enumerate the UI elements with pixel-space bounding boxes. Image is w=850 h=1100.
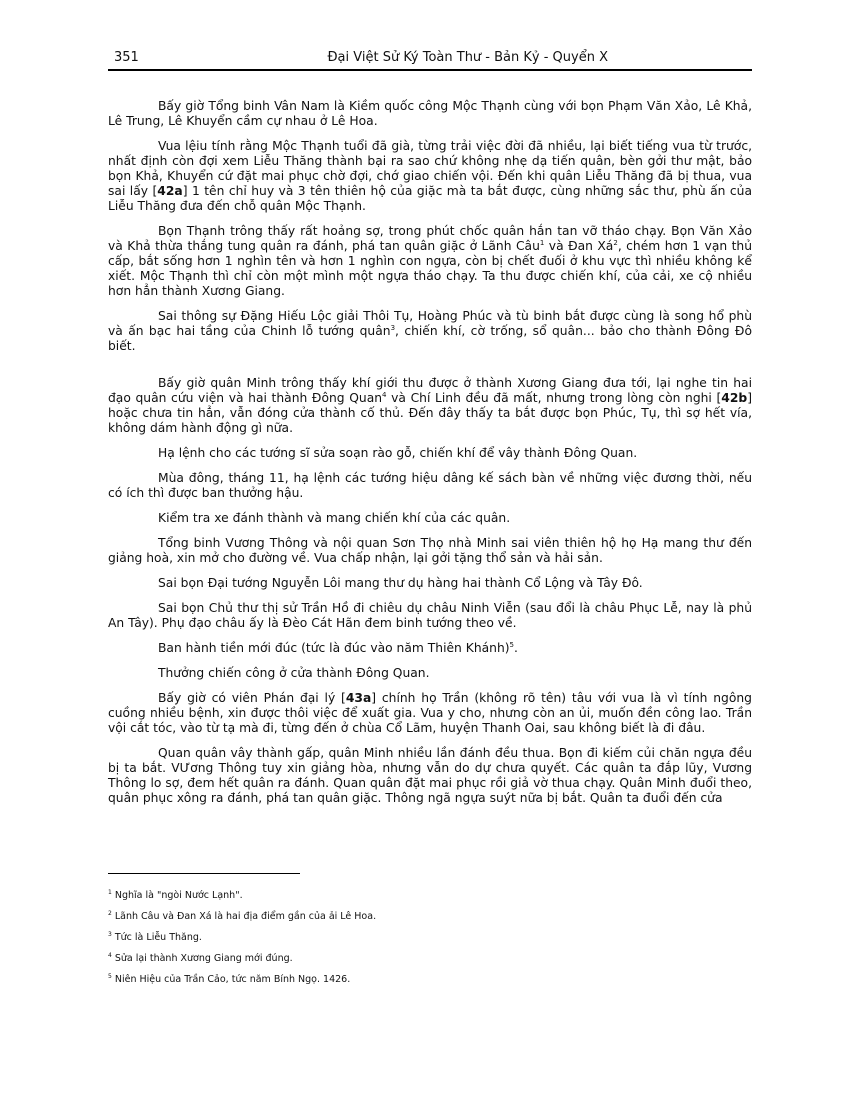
running-header [108, 50, 752, 71]
paragraph [108, 446, 752, 461]
footnote-ref: 2 [613, 238, 618, 247]
page-number: 351 [114, 50, 139, 65]
footnote-text: Niên Hiệu của Trần Cảo, tức năm Bính Ngọ. 1426. [111, 974, 351, 985]
text-run: Bấy giờ quân Minh trông thấy khí giới thu được ở thành Xương Giang đưa tới, lại nghe tin hai đạo quân cứu viện và hai thành Đông Quan [108, 376, 752, 405]
footnote [108, 911, 752, 923]
footnote [108, 890, 752, 902]
body-text [108, 99, 752, 806]
text-run: , chém hơn 1 vạn thủ cấp, bắt sống hơn 1 nghìn tên và hơn 1 nghìn con ngựa, còn bị chết đuối ở khu vực thì nhiều không kể xiết. Mộc Thạnh thì chỉ còn một mình một ngựa tháo chạy. Ta thu được chiến khí, của cải, xe cộ nhiều hơn hẳn thành Xương Giang. [108, 239, 753, 298]
paragraph [108, 139, 752, 214]
footnote-separator [108, 873, 300, 874]
footnote [108, 932, 752, 944]
text-run: Mùa đông, tháng 11, hạ lệnh các tướng hiệu dâng kế sách bàn về những việc đương thời, nếu có ích thì được ban thưởng hậu. [108, 471, 752, 500]
paragraph [108, 224, 752, 299]
footnote-ref: 5 [509, 640, 515, 649]
footnote-text: Tức là Liễu Thăng. [111, 932, 202, 943]
footnote-text: Lãnh Câu và Đan Xá là hai địa điểm gần của ải Lê Hoa. [111, 911, 377, 922]
footnote-ref: 4 [382, 390, 387, 399]
footnote-number: 5 [108, 972, 112, 980]
text-run: Tổng binh Vương Thông và nội quan Sơn Thọ nhà Minh sai viên thiên hộ họ Hạ mang thư đến giảng hoà, xin mở cho đường về. Vua chấp nhận, lại gởi tặng thổ sản và hải sản. [108, 536, 752, 565]
paragraph [108, 99, 752, 129]
paragraph [108, 666, 752, 681]
text-run: . [514, 641, 518, 655]
footnote-number: 4 [108, 951, 112, 959]
folio-ref: 43a [345, 691, 372, 705]
footnote-text: Sửa lại thành Xương Giang mới đúng. [111, 953, 293, 964]
footnote-ref: 3 [390, 323, 396, 332]
paragraph [108, 691, 752, 736]
text-run: Bấy giờ có viên Phán đại lý [ [158, 691, 346, 705]
text-run: Quan quân vây thành gấp, quân Minh nhiều lần đánh đều thua. Bọn đi kiếm củi chăn ngựa đều bị ta bắt. VƯơng Thông tuy xin giảng hòa, nhưng vẫn do dự chưa quyết. Các quân ta đắp lũy, Vương Thông lo sợ, đem hết quân ra đánh. Quan quân đặt mai phục rồi giả vờ thua chạy. Quân Minh đuổi theo, quân phục xông ra đánh, phá tan quân giặc. Thông ngã ngựa suýt nữa bị bắt. Quân ta đuổi đến cửa [108, 746, 752, 805]
paragraph [108, 376, 752, 436]
paragraph [108, 641, 752, 656]
page [108, 50, 752, 816]
footnote [108, 974, 752, 986]
text-run: Ban hành tiền mới đúc (tức là đúc vào năm Thiên Khánh) [158, 641, 510, 655]
paragraph [108, 576, 752, 591]
text-run: Bấy giờ Tổng binh Vân Nam là Kiềm quốc công Mộc Thạnh cùng với bọn Phạm Văn Xảo, Lê Khả, Lê Trung, Lê Khuyển cầm cự nhau ở Lê Hoa. [108, 99, 752, 128]
footnote-number: 1 [108, 888, 112, 896]
footnote [108, 953, 752, 965]
paragraph [108, 309, 752, 354]
text-run: Hạ lệnh cho các tướng sĩ sửa soạn rào gỗ, chiến khí để vây thành Đông Quan. [158, 446, 638, 460]
paragraph [108, 601, 752, 631]
text-run: Sai thông sự Đặng Hiếu Lộc giải Thôi Tụ, Hoàng Phúc và tù binh bắt được cùng là song hổ phù và ấn bạc hai tầng của Chinh lỗ tướng quân [108, 309, 752, 338]
text-run: và Chí Linh đều đã mất, nhưng trong lòng còn nghi [ [386, 391, 722, 405]
text-run: Thưởng chiến công ở cửa thành Đông Quan. [158, 666, 430, 680]
text-run: Bọn Thạnh trông thấy rất hoảng sợ, trong phút chốc quân hắn tan vỡ tháo chạy. Bọn Văn Xảo và Khả thừa thắng tung quân ra đánh, phá tan quân giặc ở Lãnh Câu [108, 224, 752, 253]
folio-ref: 42a [157, 184, 183, 198]
footnote-text: Nghĩa là "ngòi Nước Lạnh". [111, 890, 243, 901]
text-run: ] chính họ Trần (không rõ tên) tâu với vua là vì tính ngông cuồng nhiều bệnh, xin được thôi việc để xuất gia. Vua y cho, nhưng còn an ủi, muốn đền công lao. Trần vội cắt tóc, vào từ tạ mà đi, từng đến ở chùa Cổ Lãm, huyện Thanh Oai, sau không biết là đi đâu. [108, 691, 752, 735]
paragraph [108, 471, 752, 501]
paragraph [108, 536, 752, 566]
paragraph [108, 746, 752, 806]
text-run: Sai bọn Chủ thư thị sử Trần Hồ đi chiêu dụ châu Ninh Viễn (sau đổi là châu Phục Lễ, nay là phủ An Tây). Phụ đạo châu ấy là Đèo Cát Hãn đem binh tướng theo về. [108, 601, 752, 630]
text-run: ] 1 tên chỉ huy và 3 tên thiên hộ của giặc mà ta bắt được, cùng những sắc thư, phù ấn của Liễu Thăng đưa đến chỗ quân Mộc Thạnh. [108, 184, 753, 213]
folio-ref: 42b [721, 391, 748, 405]
running-title: Đại Việt Sử Ký Toàn Thư - Bản Kỷ - Quyển X [327, 50, 608, 65]
paragraph [108, 511, 752, 526]
text-run: Sai bọn Đại tướng Nguyễn Lôi mang thư dụ hàng hai thành Cổ Lộng và Tây Đô. [158, 576, 643, 590]
text-run: ] hoặc chưa tin hẳn, vẫn đóng cửa thành cố thủ. Đến đây thấy ta bắt được bọn Phúc, Tụ, thì sợ hết vía, không dám hành động gì nữa. [108, 391, 752, 435]
footnote-number: 3 [108, 930, 112, 938]
footnote-number: 2 [108, 909, 112, 917]
footnote-ref: 1 [539, 238, 545, 247]
text-run: Vua lệiu tính rằng Mộc Thạnh tuổi đã già, từng trải việc đời đã nhiều, lại biết tiếng vua từ trước, nhất định còn đợi xem Liễu Thăng thành bại ra sao chứ không nhẹ dạ tiến quân, bèn gởi thư mật, bảo bọn Khả, Khuyển cứ đặt mai phục chờ đợi, chớ giao chiến vội. Đến khi quân Liễu Thăng đã bị thua, vua sai lấy [ [108, 139, 752, 198]
footnotes [108, 890, 752, 995]
text-run: , chiến khí, cờ trống, sổ quân... bảo cho thành Đông Đô biết. [108, 324, 752, 353]
text-run: và Đan Xá [544, 239, 614, 253]
text-run: Kiểm tra xe đánh thành và mang chiến khí của các quân. [158, 511, 511, 525]
